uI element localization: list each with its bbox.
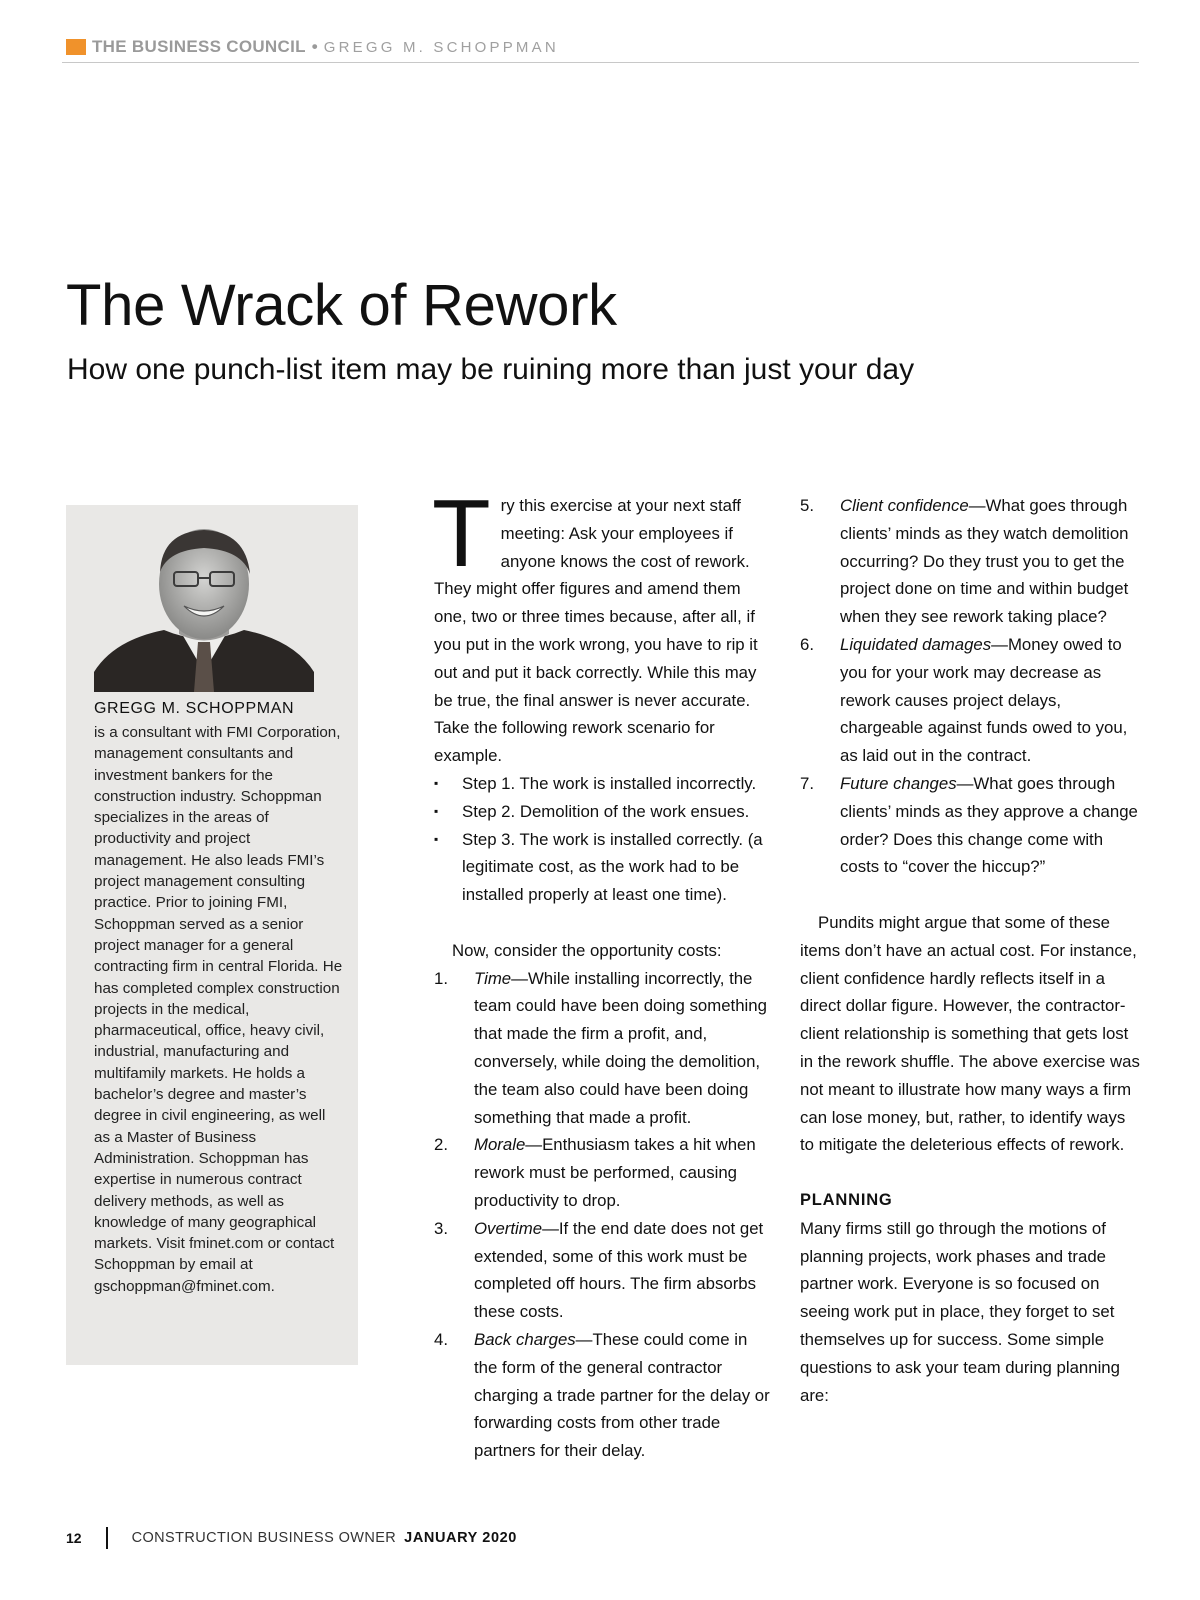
item-text: —What goes through clients’ minds as they watch demolition occurring? Do they trust you to get the project done on time and within budget when they see rework taking place? [840, 496, 1129, 627]
header-separator: • [311, 37, 318, 56]
list-item [434, 770, 774, 798]
page-footer [66, 1527, 517, 1549]
intro-paragraph [432, 480, 774, 770]
item-term: Liquidated damages [840, 634, 992, 654]
list-item [434, 1131, 774, 1214]
article-title: The Wrack of Rework [66, 273, 617, 338]
issue-date: JANUARY 2020 [404, 1530, 517, 1546]
section-color-tab [66, 39, 86, 55]
list-item [434, 798, 774, 826]
bullet-icon: ▪ [434, 831, 439, 846]
list-item [800, 770, 1140, 881]
section-name: THE BUSINESS COUNCIL [92, 37, 306, 56]
item-term: Future changes [840, 773, 957, 793]
pundits-paragraph: Pundits might argue that some of these items don’t have an actual cost. For instance, client confidence hardly reflects itself in a direct dollar figure. However, the contractor-client relationship is something that gets lost in the rework shuffle. The above exercise was not meant to illustrate how many ways a firm can lose money, but, rather, to identify ways to mitigate the deleterious effects of rework. [800, 912, 1140, 1155]
running-header [66, 37, 559, 57]
planning-heading: PLANNING [800, 1190, 893, 1209]
item-number: 7. [800, 773, 814, 793]
step-text: Step 1. The work is installed incorrectly. [462, 773, 757, 793]
list-item [434, 965, 774, 1132]
item-text: —If the end date does not get extended, some of this work must be completed off hours. The firm absorbs these costs. [474, 1218, 764, 1322]
item-term: Time [474, 968, 512, 988]
drop-cap: T [432, 480, 491, 587]
step-text: Step 3. The work is installed correctly. (a legitimate cost, as the work had to be installed properly at least one time). [462, 829, 763, 905]
publication-name: CONSTRUCTION BUSINESS OWNER [131, 1530, 397, 1546]
page-number: 12 [66, 1530, 82, 1546]
article-subtitle: How one punch-list item may be ruining more than just your day [67, 353, 915, 386]
item-term: Morale [474, 1135, 526, 1155]
author-bio-sidebar [66, 505, 358, 1365]
list-item [434, 826, 774, 909]
item-term: Back charges [474, 1329, 576, 1349]
item-number: 4. [434, 1329, 448, 1349]
intro-text: ry this exercise at your next staff meeting: Ask your employees if anyone knows the cost of rework. They might offer figures and amend them one, two or three times because, after all, if you put in the work wrong, you have to rip it out and put it back correctly. While this may be true, the final answer is never accurate. Take the following rework scenario for example. [434, 496, 758, 766]
opportunity-costs-list-part-1 [434, 965, 774, 1465]
item-text: —These could come in the form of the general contractor charging a trade partner for the delay or forwarding costs from other trade partners for their delay. [474, 1329, 770, 1461]
bullet-icon: ▪ [434, 803, 439, 818]
footer-divider [106, 1527, 108, 1549]
item-text: —While installing incorrectly, the team could have been doing something that made the firm a profit, and, conversely, while doing the demolition, the team also could have been doing something that made a profit. [474, 968, 767, 1127]
list-item [800, 631, 1140, 770]
rework-steps-list [434, 770, 774, 909]
item-number: 5. [800, 496, 814, 515]
step-text: Step 2. Demolition of the work ensues. [462, 801, 750, 821]
item-text: —Money owed to you for your work may decrease as rework causes project delays, chargeable against funds owed to you, as laid out in the contract. [840, 634, 1128, 766]
article-column-1 [432, 480, 774, 1465]
bullet-icon: ▪ [434, 775, 439, 790]
list-item [800, 492, 1140, 631]
bio-text: is a consultant with FMI Corporation, management consultants and investment bankers for the construction industry. Schoppman specializes in the areas of productivity and project management. He also leads FMI’s project management consulting practice. Prior to joining FMI, Schoppman served as a senior project manager for a general contracting firm in central Florida. He has completed complex construction projects in the medical, pharmaceutical, office, heavy civil, industrial, manufacturing and multifamily markets. He holds a bachelor’s degree and master’s degree in civil engineering, as well as a Master of Business Administration. Schoppman has expertise in numerous contract delivery methods, as well as knowledge of many geographical markets. Visit fminet.com or contact Schoppman by email at gschoppman@fminet.com. [94, 724, 343, 1295]
header-rule [62, 62, 1139, 63]
opportunity-costs-list-part-2 [800, 492, 1140, 881]
item-text: —What goes through clients’ minds as they approve a change order? Does this change come with costs to “cover the hiccup?” [840, 773, 1138, 877]
item-text: —Enthusiasm takes a hit when rework must be performed, causing productivity to drop. [474, 1135, 756, 1210]
item-term: Overtime [474, 1218, 543, 1238]
item-number: 1. [434, 968, 448, 988]
list-item [434, 1326, 774, 1465]
list-item [434, 1215, 774, 1326]
article-column-2 [800, 492, 1140, 1409]
item-term: Client confidence [840, 496, 969, 515]
planning-paragraph: Many firms still go through the motions of planning projects, work phases and trade partner work. Everyone is so focused on seeing work put in place, they forget to set themselves up for success. Some simple questions to ask your team during planning are: [800, 1218, 1120, 1405]
item-number: 2. [434, 1135, 448, 1155]
author-photo [94, 522, 314, 692]
bio-author-name: GREGG M. SCHOPPMAN [94, 700, 295, 717]
header-author: GREGG M. SCHOPPMAN [323, 38, 559, 56]
item-number: 6. [800, 634, 814, 654]
opportunity-intro: Now, consider the opportunity costs: [452, 940, 722, 960]
item-number: 3. [434, 1218, 448, 1238]
